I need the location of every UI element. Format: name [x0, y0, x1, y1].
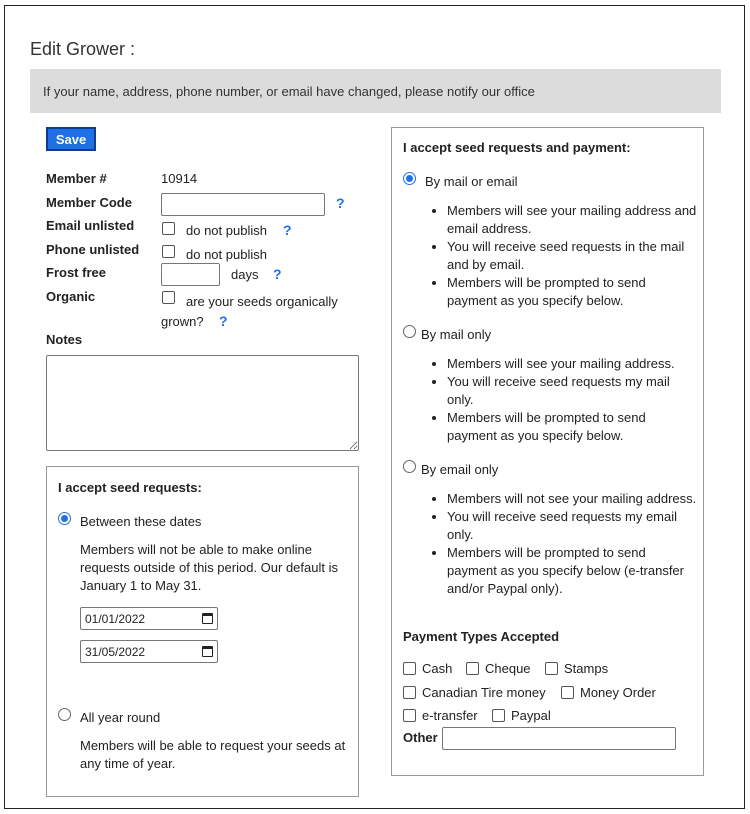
phone-unlisted-label: Phone unlisted — [46, 242, 140, 257]
payment-type-label: Stamps — [564, 661, 609, 676]
end-date-value: 31/05/2022 — [85, 644, 146, 659]
checkbox[interactable] — [545, 662, 558, 675]
payment-type-paypal[interactable] — [492, 708, 551, 723]
checkbox[interactable] — [561, 686, 574, 699]
all-year-label: All year round — [80, 710, 161, 725]
payment-type-label: Cheque — [485, 661, 531, 676]
other-label: Other — [403, 730, 438, 745]
payment-option-bullets — [429, 490, 697, 598]
list-item: • Members will be prompted to send payment as you specify below. — [447, 274, 697, 310]
notice-text: If your name, address, phone number, or email have changed, please notify our office — [43, 83, 535, 99]
payment-option-label: By email only — [421, 462, 499, 477]
payment-option-bullets — [429, 202, 697, 310]
notice-banner — [30, 69, 721, 113]
list-item: • You will receive seed requests my mail only. — [447, 373, 697, 409]
payment-type-label: Cash — [422, 661, 453, 676]
email-unlisted-label: Email unlisted — [46, 218, 135, 233]
checkbox[interactable] — [466, 662, 479, 675]
checkbox[interactable] — [403, 686, 416, 699]
member-code-help-icon[interactable]: ? — [336, 195, 345, 211]
dates-description: Members will not be able to make online requests outside of this period. Our default is January 1 to May 31. — [80, 542, 338, 593]
list-item: • Members will not see your mailing address. — [447, 490, 697, 508]
email-unlisted-help-icon[interactable]: ? — [283, 222, 292, 238]
payment-title: I accept seed requests and payment: — [403, 140, 631, 155]
list-item: • You will receive seed requests my email only. — [447, 508, 697, 544]
between-dates-radio[interactable] — [58, 512, 71, 525]
list-item: • You will receive seed requests in the mail and by email. — [447, 238, 697, 274]
payment-type-cash[interactable] — [403, 661, 452, 676]
member-number-label: Member # — [46, 171, 107, 186]
phone-unlisted-checkbox[interactable] — [162, 245, 175, 258]
payment-type-label: Canadian Tire money — [422, 685, 546, 700]
email-unlisted-checkbox[interactable] — [162, 222, 175, 235]
organic-label: Organic — [46, 289, 96, 304]
payment-type-canadian-tire[interactable] — [403, 685, 546, 700]
end-date-input[interactable] — [80, 640, 218, 663]
checkbox[interactable] — [403, 709, 416, 722]
frost-free-help-icon[interactable]: ? — [273, 266, 282, 282]
payment-panel — [391, 127, 704, 776]
start-date-value: 01/01/2022 — [85, 611, 146, 626]
payment-type-label: e-transfer — [422, 708, 478, 723]
between-dates-label: Between these dates — [80, 514, 202, 529]
payment-type-label: Money Order — [580, 685, 656, 700]
organic-text-line1: are your seeds organically — [186, 294, 338, 309]
member-number-value: 10914 — [161, 171, 198, 186]
save-button[interactable]: Save — [46, 127, 96, 151]
frost-free-label: Frost free — [46, 265, 106, 280]
page-title: Edit Grower : — [30, 39, 136, 59]
payment-type-cheque[interactable] — [466, 661, 531, 676]
payment-option-label: By mail only — [421, 327, 492, 342]
payment-types-title: Payment Types Accepted — [403, 629, 560, 644]
organic-checkbox[interactable] — [162, 291, 175, 304]
year-description: Members will be able to request your seeds at any time of year. — [80, 738, 346, 771]
seed-requests-title: I accept seed requests: — [58, 480, 202, 495]
notes-label: Notes — [46, 332, 83, 347]
frost-free-input[interactable] — [161, 263, 220, 286]
payment-option-bullets — [429, 355, 697, 445]
email-unlisted-text: do not publish — [186, 223, 267, 238]
calendar-icon[interactable] — [202, 646, 213, 657]
payment-type-e-transfer[interactable] — [403, 708, 478, 723]
payment-type-label: Paypal — [511, 708, 551, 723]
list-item: • Members will see your mailing address and email address. — [447, 202, 697, 238]
other-payment-input[interactable] — [442, 727, 676, 750]
checkbox[interactable] — [403, 662, 416, 675]
list-item: • Members will be prompted to send payment as you specify below (e-transfer and/or Paypal only). — [447, 544, 697, 598]
page-frame — [4, 5, 745, 809]
list-item: • Members will be prompted to send payment as you specify below. — [447, 409, 697, 445]
start-date-input[interactable] — [80, 607, 218, 630]
all-year-radio[interactable] — [58, 708, 71, 721]
payment-type-stamps[interactable] — [545, 661, 608, 676]
calendar-icon[interactable] — [202, 613, 213, 624]
payment-type-money-order[interactable] — [561, 685, 656, 700]
list-item: • Members will see your mailing address. — [447, 355, 697, 373]
member-code-input[interactable] — [161, 193, 325, 216]
notes-textarea[interactable] — [46, 355, 359, 451]
payment-option-radio-mail-only[interactable] — [403, 325, 416, 338]
phone-unlisted-text: do not publish — [186, 247, 267, 262]
organic-help-icon[interactable]: ? — [219, 313, 228, 329]
checkbox[interactable] — [492, 709, 505, 722]
organic-text-line2: grown? — [161, 314, 204, 329]
frost-free-unit: days — [231, 267, 259, 282]
seed-requests-panel — [46, 466, 359, 797]
payment-option-label: By mail or email — [425, 174, 518, 189]
member-code-label: Member Code — [46, 195, 132, 210]
payment-option-radio-mail-or-email[interactable] — [403, 172, 416, 185]
payment-option-radio-email-only[interactable] — [403, 460, 416, 473]
